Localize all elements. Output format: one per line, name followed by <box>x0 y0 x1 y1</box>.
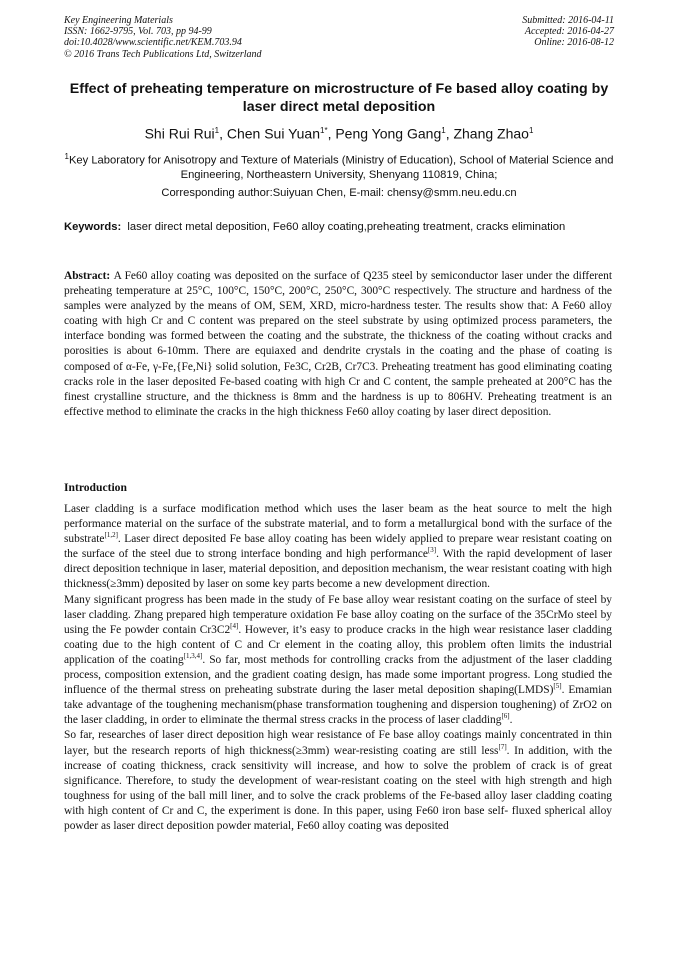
corresponding-author: Corresponding author:Suiyuan Chen, E-mail: chensy@smm.neu.edu.cn <box>161 187 517 199</box>
paper-title: Effect of preheating temperature on microstructure of Fe based alloy coating by laser direct metal deposition <box>69 81 609 115</box>
paragraph-text: . Emamian take advantage of the toughening mechanism(phase transformation toughening and dispersion toughening) of ZrO2 on the laser cladding, in order to eliminate the thermal stress cracks in the process of laser cladding <box>64 684 612 727</box>
body-paragraph <box>64 502 612 593</box>
author-name: Chen Sui Yuan <box>226 125 320 142</box>
journal-copyright: © 2016 Trans Tech Publications Ltd, Switzerland <box>64 48 262 60</box>
paragraph-text: . So far, most methods for controlling cracks from the adjustment of the laser cladding process, composition extension, and the gradient coating design, has made some important progress. Long studied the influence of the thermal stress on preheating substrate during the laser metal deposition shaping(LMDS) <box>64 653 612 697</box>
author-list <box>64 122 614 143</box>
author-name: Zhang Zhao <box>453 125 529 142</box>
keywords-label: Keywords: <box>64 221 122 233</box>
paragraph-text: So far, researches of laser direct deposition high wear resistance of Fe base alloy coatings mainly concentrated in thin layer, but the research reports of high thickness(≥3mm) wear-resisting coating are still less <box>64 729 612 757</box>
citation-ref: [1,3,4] <box>183 652 203 661</box>
journal-header <box>64 15 262 60</box>
submitted-date: Submitted: 2016-04-11 <box>522 15 614 26</box>
journal-issn: ISSN: 1662-9795, Vol. 703, pp 94-99 <box>64 26 212 38</box>
author-name: Shi Rui Rui <box>144 125 215 142</box>
journal-doi: doi:10.4028/www.scientific.net/KEM.703.94 <box>64 37 242 49</box>
keywords <box>64 220 612 235</box>
citation-ref: [1,2] <box>104 531 118 540</box>
abstract-text: A Fe60 alloy coating was deposited on the surface of Q235 steel by semiconductor laser under the different preheating temperature at 25°C, 100°C, 150°C, 200°C, 250°C, 300°C respectively. The structure and hardness of the samples were analyzed by the means of OM, SEM, XRD, micro-hardness tester. The results show that: A Fe60 alloy coating with high Cr and C content was prepared on the steel substrate by using optimized process parameters, the interface bonding was formed between the coating and the substrate, the thickness of the coating without cracks and porosities is about 6-10mm. There are equiaxed and dendrite crystals in the coating and the phase of coating is composed of α-Fe, γ-Fe,{Fe,Ni} solid solution, Fe3C, Cr2B, Cr7C3. Preheating treatment has good eliminating coating cracks role in the laser deposited Fe-based coating with high Cr and C content, the sample preheated at 200°C has the finest crystalline structure, and the thickness is 8mm and the hardness is up to 806HV. Preheating treatment is an effective method to eliminate the cracks in the high thickness Fe60 alloy coating by laser direct deposition. <box>64 270 612 418</box>
author-name: Peng Yong Gang <box>335 125 442 142</box>
paragraph-text: Laser cladding is a surface modification method which uses the laser beam as the heat source to melt the high performance material on the surface of the substrate material, and to form a metallurgical bond with the surface of the substrate <box>64 503 612 546</box>
author-separator: , <box>445 125 454 142</box>
author-affil-mark: 1 <box>214 126 220 135</box>
introduction-body <box>64 502 612 834</box>
paragraph-text: . However, it’s easy to produce cracks in the high wear resistance laser cladding coating due to the high content of C and Cr element in the coating alloy, this problem often limits the industrial application of the coating <box>64 623 613 666</box>
abstract <box>64 269 612 420</box>
paragraph-text: . In addition, with the increase of coating thickness, crack sensitivity will increase, and how to solve the problem of crack is of great significance. Therefore, to study the development of wear-resistant coating on the steel with high strength and high toughness for using of the ball mill liner, and to solve the crack problems of the Fe-based alloy laser cladding coating with high content of Cr and C, the experiment is done. In this paper, using Fe60 iron base self- fluxed spherical alloy powder as laser direct deposition powder material, Fe60 alloy coating was deposited <box>64 744 613 832</box>
keywords-text: laser direct metal deposition, Fe60 alloy coating,preheating treatment, cracks elimination <box>127 221 566 233</box>
body-paragraph <box>64 728 612 834</box>
citation-ref: [5] <box>553 682 562 691</box>
author-affil-mark: 1 <box>528 126 534 135</box>
body-paragraph <box>64 593 612 729</box>
author-separator: , <box>327 125 336 142</box>
author-affil-mark: 1 <box>441 126 446 135</box>
paragraph-text: . <box>509 714 513 727</box>
citation-ref: [7] <box>498 742 507 751</box>
paragraph-text: . With the rapid development of laser direct deposition technique in laser, material deposition, and deposition mechanism, the wear resistant coating with high thickness(≥3mm) deposited by laser on some key parts become a new development direction. <box>64 548 612 591</box>
affiliation-mark: 1 <box>64 152 69 161</box>
citation-ref: [4] <box>230 621 239 630</box>
paragraph-text: Many significant progress has been made in the study of Fe base alloy wear resistant coating on the surface of steel by laser cladding. Zhang prepared high temperature oxidation Fe base alloy coating on the surface of the 35CrMo steel by using the Fe powder contain Cr3C2 <box>64 593 612 636</box>
affiliation <box>64 150 614 183</box>
abstract-label: Abstract: <box>64 270 111 282</box>
online-date: Online: 2016-08-12 <box>534 37 614 49</box>
affiliation-text: Key Laboratory for Anisotropy and Texture of Materials (Ministry of Education), School of Material Science and Engineering, Northeastern University, Shenyang 110819, China; <box>68 154 614 182</box>
citation-ref: [3] <box>427 546 437 555</box>
accepted-date: Accepted: 2016-04-27 <box>524 26 614 38</box>
citation-ref: [6] <box>501 712 510 721</box>
section-heading-introduction: Introduction <box>64 481 127 494</box>
author-affil-mark: 1* <box>320 126 328 135</box>
submission-dates <box>522 15 614 49</box>
paragraph-text: . Laser direct deposited Fe base alloy coating has been widely applied to prepare wear resistant coating on the surface of the steel due to strong interface bonding and high performance <box>64 533 612 561</box>
journal-name: Key Engineering Materials <box>64 15 173 26</box>
author-separator: , <box>219 125 227 142</box>
